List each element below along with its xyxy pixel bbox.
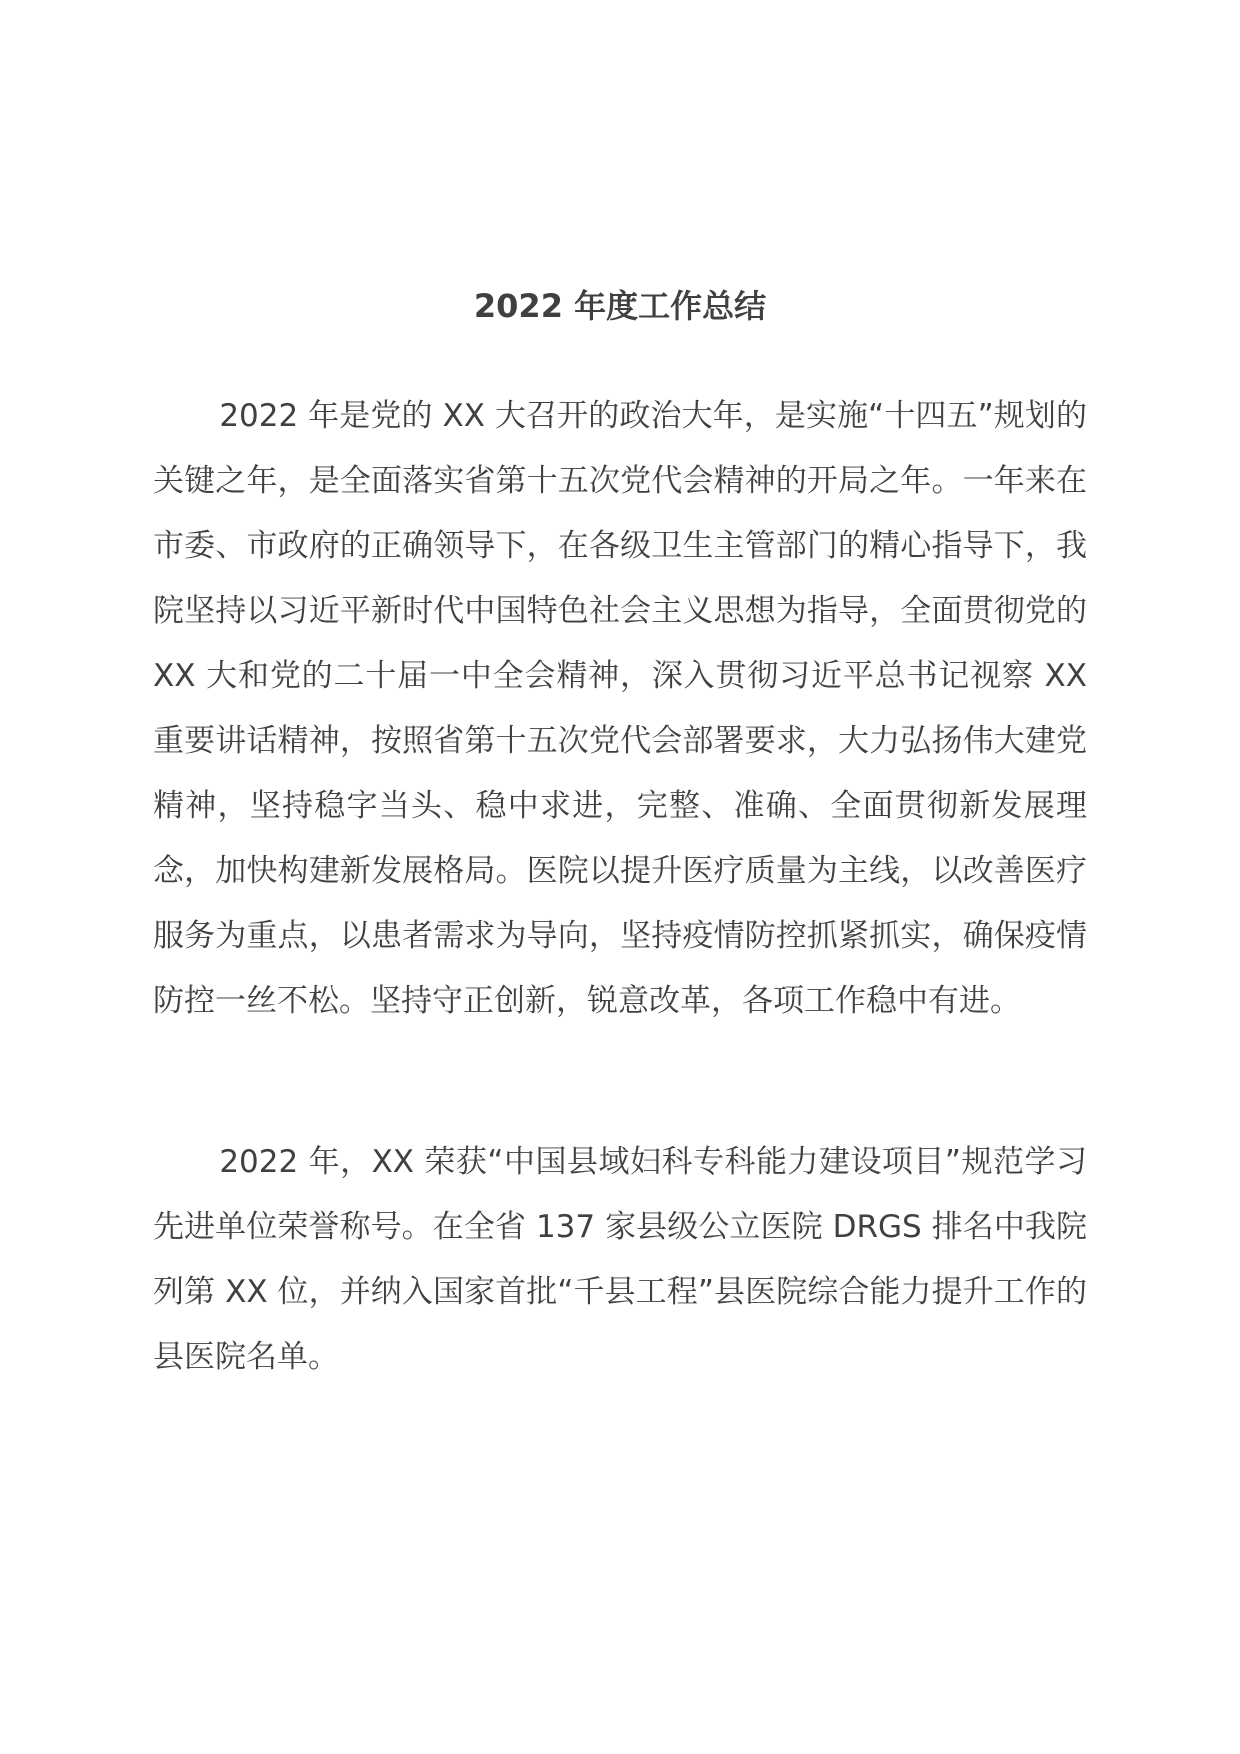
paragraph-intro: 2022 年是党的 XX 大召开的政治大年，是实施“十四五”规划的关键之年，是全面落实省第十五次党代会精神的开局之年。一年来在市委、市政府的正确领导下，在各级卫生主管部门的精心指导下，我院坚持以习近平新时代中国特色社会主义思想为指导，全面贯彻党的 XX 大和党的二十届一中全会精神，深入贯彻习近平总书记视察 XX 重要讲话精神，按照省第十五次党代会部署要求，大力弘扬伟大建党精神，坚持稳字当头、稳中求进，完整、准确、全面贯彻新发展理念，加快构建新发展格局。医院以提升医疗质量为主线，以改善医疗服务为重点，以患者需求为导向，坚持疫情防控抓紧抓实，确保疫情防控一丝不松。坚持守正创新，锐意改革，各项工作稳中有进。 (153, 398, 1087, 1019)
document-title: 2022 年度工作总结 (473, 287, 767, 325)
paragraph-achievements: 2022 年，XX 荣获“中国县域妇科专科能力建设项目”规范学习先进单位荣誉称号。在全省 137 家县级公立医院 DRGS 排名中我院列第 XX 位，并纳入国家首批“千县工程”县医院综合能力提升工作的县医院名单。 (153, 1144, 1087, 1375)
